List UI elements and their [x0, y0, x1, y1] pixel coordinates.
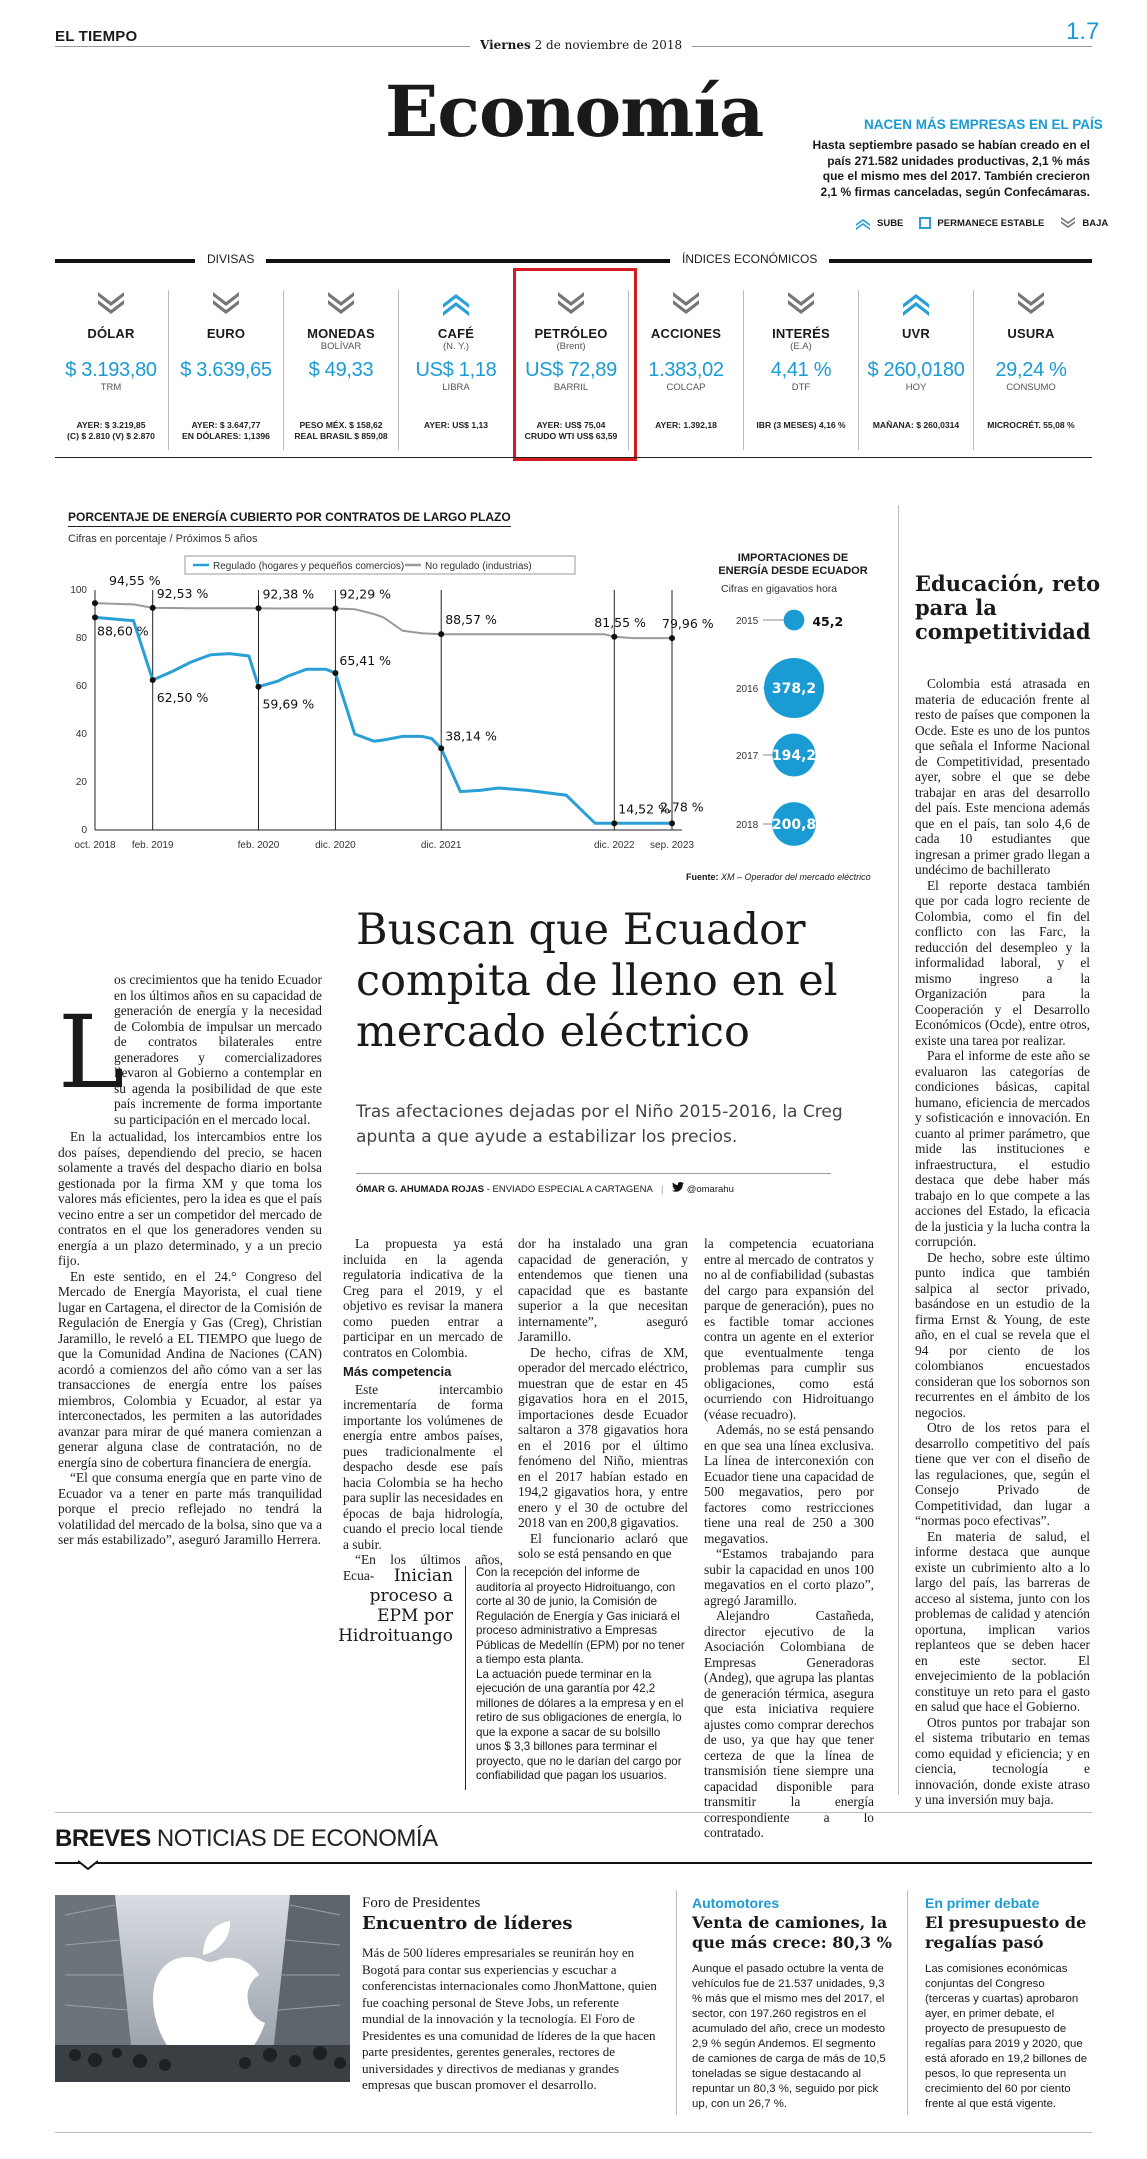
indicator-separator [283, 290, 284, 450]
indicator-foot [285, 420, 397, 442]
indicator-name: DÓLAR [87, 326, 135, 341]
indicator-value: 29,24 % [995, 359, 1067, 381]
paragraph: Para el informe de este año se evaluaron las categorías de condiciones básicas, capital humano, eficiencia de mercados y sofisticación e innovación. En cuanto al primer parámetro, que mide las instituciones e infraestructura, el estudio destaca que debe haber más trabajo en lo que compete a las acciones del Estado, la eficacia de la justicia y la lucha contra la corrupción. [915, 1048, 1090, 1249]
paragraph: En materia de salud, el informe destaca que aunque existe un cubrimiento alto a lo largo del país, las barreras de acceso al sistema, junto con los problemas de calidad y atención oportuna, implican varios replanteos que se deben hacer en este sector. El envejecimiento de la población constituye un reto para el gasto en salud que hace el Gobierno. [915, 1528, 1090, 1714]
legend-label: No regulado (industrias) [425, 561, 532, 572]
y-tick-label: 0 [81, 825, 87, 836]
indicator-value: $ 3.639,65 [180, 359, 272, 381]
source-text: XM – Operador del mercado eléctrico [721, 872, 871, 882]
indicator-unit: DTF [791, 382, 811, 393]
data-label: 65,41 % [339, 653, 392, 669]
y-tick-label: 60 [75, 681, 87, 692]
paragraph: De hecho, cifras de XM, operador del mercado eléctrico, muestran que de estar en 45 gigavatios hora en el 2015, importaciones desde Ecuador saltaron a 378 gigavatios hora en el 2016 por el último fenómeno del Niño, mientras en el 2017 habían estado en 194,2 gigavatios hora, y entre enero y el 30 de octubre del 2018 van en 200,8 gigavatios. [518, 1344, 688, 1530]
box-rule [465, 1566, 466, 1790]
breve-3-title: El presupuesto de regalías pasó [925, 1913, 1087, 1952]
byline-rule [356, 1173, 831, 1174]
paragraph: dor ha instalado una gran capacidad de generación, y entendemos que tienen una capacidad que es bastante superior a la que necesitan internamente”, aseguró Jaramillo. [518, 1236, 688, 1344]
data-label: 92,53 % [156, 585, 209, 601]
trend-down-icon [1016, 290, 1046, 320]
byline-author: ÓMAR G. AHUMADA ROJAS [356, 1184, 485, 1195]
article-deck: Tras afectaciones dejadas por el Niño 2015-2016, la Creg apunta a que ayude a estabilizar los precios. [356, 1102, 843, 1147]
foot-line-1: IBR (3 MESES) 4,16 % [756, 420, 846, 430]
indicator-unit: LIBRA [442, 382, 470, 393]
down-icon [1060, 216, 1076, 230]
y-tick-label: 40 [75, 729, 87, 740]
paragraph: Otro de los retos para el desarrollo competitivo del país tiene que ver con el diseño de las regulaciones, que, según el Consejo Privado de Competitividad, dan lugar a “normas poco efectivas”. [915, 1420, 1090, 1528]
data-label: 94,55 % [109, 573, 161, 589]
bubble-value: 378,2 [771, 681, 817, 697]
data-point [332, 670, 338, 676]
article-col-2 [343, 1236, 503, 1583]
indicator-unit: TRM [100, 382, 122, 393]
trend-down-icon [671, 290, 701, 320]
import-bubble [784, 610, 805, 631]
indicator-uvr [860, 290, 972, 430]
sidebar-rule [898, 505, 899, 1795]
data-point [92, 600, 98, 606]
indicator-interés [745, 290, 857, 430]
foot-line-2: (C) $ 2.810 (V) $ 2.870 [67, 431, 155, 441]
indicator-value: $ 49,33 [308, 359, 374, 381]
promo-text: Hasta septiembre pasado se habían creado en el país 271.582 unidades productivas, 2,1 % más que el mismo mes del 2017. También crecieron 2,1 % firmas canceladas, según Confecámaras. [812, 138, 1090, 199]
indicator-value: US$ 72,89 [525, 359, 617, 381]
foot-line-1: AYER: 1.392,18 [655, 420, 717, 430]
date-rest: 2 de noviembre de 2018 [534, 38, 683, 52]
byline-role: - ENVIADO ESPECIAL A CARTAGENA [484, 1184, 653, 1195]
indicator-foot [975, 420, 1087, 431]
legend-label: Regulado (hogares y pequeños comercios) [213, 561, 405, 572]
twitter-icon [672, 1182, 684, 1192]
data-point [438, 631, 444, 637]
data-point [150, 605, 156, 611]
subhead-competencia: Más competencia [343, 1364, 452, 1379]
legend-stable: PERMANECE ESTABLE [937, 217, 1045, 229]
indicator-sub [55, 341, 167, 353]
sidebar-title: Educación, reto para la competitividad [915, 571, 1101, 644]
section-title: Economía [385, 70, 764, 153]
foot-line-1: AYER: US$ 1,13 [423, 420, 489, 430]
energy-line-chart [40, 550, 720, 860]
breve-1-kicker: Foro de Presidentes [362, 1895, 481, 1911]
breve-1-text: Más de 500 líderes empresariales se reunirán hoy en Bogotá para contar sus experiencias y escuchar a conferencistas internacionales como JhonMattone, quien fue coaching personal de Steve Jobs, un referente mundial de la innovación y la tecnología. El Foro de Presidentes es una comunidad de líderes de la que hacen parte presidentes, gerentes generales, rectores de universidades y directivos de medianas y grandes empresas que buscan promover el desarrollo. [362, 1945, 657, 2092]
apple-store-photo [55, 1895, 350, 2082]
y-tick-label: 80 [75, 633, 87, 644]
y-tick-label: 100 [70, 585, 87, 596]
x-tick-label: dic. 2020 [315, 840, 356, 851]
paragraph: De hecho, sobre este último punto indica que también salpica al sector privado, basándose en un estudio de la firma Ernst & Young, de este año, en el cual se revela que el 94 por ciento de los colombianos encuestados consideran que los sobornos son recurrentes en el ámbito de los negocios. [915, 1249, 1090, 1420]
bubble-subtitle: Cifras en gigavatios hora [721, 583, 838, 595]
box-text [476, 1566, 688, 1784]
indicator-name: CAFÉ [437, 326, 475, 341]
paragraph: os crecimientos que ha tenido Ecuador en los últimos años en su capacidad de generación de energía y la necesidad de Colombia de impulsar un mercado de contratos bilaterales entre generadores y comercializadores llevaron al Gobierno a contemplar en su agenda la posibilidad de que este país incremente de forma importante su participación en el mercado local. [114, 972, 322, 1127]
breve-3-kicker: En primer debate [925, 1895, 1040, 1911]
data-point [332, 606, 338, 612]
group-divisas: DIVISAS [195, 252, 266, 266]
indicator-sub [975, 341, 1087, 353]
y-tick-label: 20 [75, 777, 87, 788]
bubble-year: 2015 [736, 616, 759, 627]
breve-1-title: Encuentro de líderes [362, 1913, 573, 1934]
data-label: 81,55 % [594, 614, 646, 630]
x-tick-label: feb. 2020 [237, 840, 280, 851]
breve-3-text: Las comisiones económicas conjuntas del Congreso (terceras y cuartas) aprobaron ayer, en primer debate, el proyecto de presupuesto de regalías para 2019 y 2020, que está aforado en 19,2 billones de pesos, lo que representa un crecimiento del 60 por ciento frente al que está vigente. [925, 1963, 1088, 2110]
indicator-foot [55, 420, 167, 442]
imports-bubble-chart [718, 595, 898, 865]
petroleo-highlight [513, 268, 637, 461]
data-label: 59,69 % [262, 696, 315, 712]
foot-line-1: MICROCRÉT. 55,08 % [987, 420, 1075, 430]
indicator-unit: HOY [905, 382, 927, 393]
bubble-value: 194,2 [771, 748, 817, 764]
indicator-sub: (E.A) [790, 341, 812, 352]
indicator-sub: BOLÍVAR [320, 341, 362, 352]
indicator-name: MONEDAS [307, 326, 375, 341]
data-label: 38,14 % [445, 728, 497, 744]
indicator-separator [398, 290, 399, 450]
x-tick-label: oct. 2018 [74, 840, 116, 851]
series-line-regulado [95, 614, 672, 823]
indicator-foot [170, 420, 282, 442]
paragraph: Otros puntos por trabajar son el sistema tributario en temas como equidad y eficiencia; y en ciencia, tecnología e innovación, donde existe atraso y una inversión muy baja. [915, 1714, 1090, 1807]
indicators-bottom-rule [55, 457, 1092, 458]
indicator-sub: (N. Y.) [442, 341, 470, 352]
article-col-1 [114, 972, 322, 1127]
breves-rule [55, 1862, 1092, 1864]
article-col-4 [704, 1236, 874, 1841]
indicator-name: INTERÉS [772, 326, 830, 341]
breve-2-text: Aunque el pasado octubre la venta de vehículos fue de 21.537 unidades, 9,3 % más que el mismo mes del 2017, el sector, con 197.260 registros en el acumulado del año, crece un modesto 2,9 % según Andemos. El segmento de camiones de carga de más de 10,5 toneladas se sigue destacando al repuntar un 80,3 %, seguido por pick up, con un 26,7 %. [692, 1963, 886, 2110]
series-line-no-regulado [95, 603, 672, 638]
paragraph: “En los últimos años, Ecua- [343, 1552, 503, 1583]
trend-down-icon [96, 290, 126, 320]
paragraph: “El que consuma energía que en parte vino de Ecuador va a tener en parte más tranquilidad porque el precio reflejado no tendrá la volatilidad del mercado de la bolsa, sino que va a ser más estabilizado”, aseguró Jaramillo Herrera. [58, 1470, 323, 1547]
paragraph: Este intercambio incrementaría de forma importante los volúmenes de energía entre ambos países, pues tradicionalmente el despacho desde ese país hacia Colombia se ha hecho para suplir las necesidades en épocas de baja hidrología, cuando el precio local tiende a subir. [343, 1381, 503, 1552]
paragraph: La propuesta ya está incluida en la agenda regulatoria indicativa de la Creg para el 2019, y el objetivo es revisar la manera como pueden entrar a participar en un mercado de contratos en Colombia. [343, 1236, 503, 1360]
foot-line-2: EN DÓLARES: 1,1396 [182, 431, 270, 441]
paragraph: Alejandro Castañeda, director ejecutivo de la Asociación Colombiana de Empresas Generadoras (Andeg), que agrupa las plantas de generación térmica, asegura que esta iniciativa requiere ajustes como comprar derechos de uso, ya que hay que tener certeza de que la línea de transmisión tiene siempre una capacidad disponible para transmitir la energía correspondiente a lo contratado. [704, 1608, 874, 1840]
foot-line-1: PESO MÉX. $ 158,62 [299, 420, 383, 430]
foot-line-2: REAL BRASIL $ 859,08 [294, 431, 388, 441]
indicator-dólar [55, 290, 167, 441]
breves-notch [78, 1860, 98, 1870]
data-point [150, 677, 156, 683]
indicator-café [400, 290, 512, 430]
paragraph: El funcionario aclaró que solo se está pensando en que [518, 1530, 688, 1561]
trend-down-icon [211, 290, 241, 320]
breves-light: NOTICIAS DE ECONOMÍA [156, 1825, 438, 1852]
x-tick-label: dic. 2021 [420, 840, 462, 851]
foot-line-1: AYER: US$ 75,04 [536, 420, 606, 430]
indicator-foot [860, 420, 972, 431]
indicator-value: 1.383,02 [648, 359, 724, 381]
indicator-euro [170, 290, 282, 441]
bubble-year: 2016 [736, 684, 759, 695]
page-number: 1.7 [1060, 18, 1099, 46]
data-point [669, 635, 675, 641]
dropcap: L [58, 994, 125, 1111]
paragraph: Además, no se está pensando en que sea una línea exclusiva. La línea de interconexión con Ecuador tiene una capacidad de 500 megavatios, pero por factores como restricciones tiene una real de 250 a 300 megavatios. [704, 1422, 874, 1546]
indicator-name: UVR [901, 326, 931, 341]
indicator-sub [860, 341, 972, 353]
group-indices: ÍNDICES ECONÓMICOS [670, 252, 829, 266]
up-icon [855, 216, 871, 230]
indicator-sub [170, 341, 282, 353]
promo-title: NACEN MÁS EMPRESAS EN EL PAÍS [864, 117, 1103, 132]
foot-line-1: AYER: $ 3.647,77 [191, 420, 261, 430]
data-point [92, 614, 98, 620]
indicator-foot [400, 420, 512, 431]
foot-line-1: AYER: $ 3.219,85 [76, 420, 146, 430]
breve-2-kicker: Automotores [692, 1895, 780, 1911]
box-text-2: La actuación puede terminar en la ejecución de una garantía por 42,2 millones de dólares a la empresa y en el retiro de sus obligaciones de energía, lo que la expone a sacar de su bolsillo unos $ 3,3 billones para terminar el proyecto, que no le darían del cargo por confiabilidad que pagan los usuarios. [476, 1667, 684, 1782]
indicator-usura [975, 290, 1087, 430]
chart-source [686, 872, 871, 882]
date-day: Viernes [480, 38, 531, 52]
bubble-year: 2017 [736, 751, 759, 762]
paragraph: En la actualidad, los intercambios entre los dos países, dependiendo del precio, se hacen solamente a través del despacho diario en bolsa gestionada por la firma XM y que toma los valores más eficientes, pero la idea es que el país vecino entre a ser un competidor del mercado de contratos en el que los generadores venden su energía a un plazo determinado, y a un precio fijo. [58, 1129, 322, 1268]
indicator-separator [743, 290, 744, 450]
bubble-value: 200,8 [771, 817, 817, 833]
legend-up: SUBE [877, 217, 904, 229]
breve-2-rule [676, 1890, 677, 2115]
breves-top-rule [55, 1812, 1092, 1813]
indicator-separator [858, 290, 859, 450]
data-point [255, 605, 261, 611]
data-label: 88,60 % [97, 623, 149, 639]
indicator-foot [745, 420, 857, 431]
data-point [669, 820, 675, 826]
article-col-3 [518, 1236, 688, 1562]
indicator-foot [630, 420, 742, 431]
indicator-value: $ 3.193,80 [65, 359, 157, 381]
indicator-sub: (Brent) [556, 341, 586, 352]
paragraph: En este sentido, en el 24.° Congreso del Mercado de Energía Mayorista, el cual tiene lugar en Cartagena, el director de la Comisión de Regulación de Energía y Gas (Creg), Christian Jaramillo, le reveló a EL TIEMPO que luego de que la Comunidad Andina de Naciones (CAN) acordó a comienzos del año cómo van a ser las transacciones de energía entre los países miembros, Colombia y Ecuador, al estar ya interconectados, les permiten a las autoridades avanzar para mirar de qué manera comienzan a generar alguna clase de contratación, no de energía sino de cobertura financiera de energía. [58, 1268, 322, 1470]
bubble-title: IMPORTACIONES DE ENERGÍA DESDE ECUADOR [718, 552, 868, 577]
trend-legend [855, 216, 1108, 230]
indicator-value: 4,41 % [770, 359, 832, 381]
byline-twitter[interactable]: @omarahu [686, 1184, 734, 1195]
indicator-monedas [285, 290, 397, 441]
data-point [438, 745, 444, 751]
box-title: Inician proceso a EPM por Hidroituango [338, 1566, 453, 1646]
chart-title: PORCENTAJE DE ENERGÍA CUBIERTO POR CONTRATOS DE LARGO PLAZO [68, 510, 511, 527]
data-label: 88,57 % [445, 612, 497, 628]
paragraph: “Estamos trabajando para subir la capacidad en unos 100 megavatios en el corto plazo”, agregó Jaramillo. [704, 1546, 874, 1608]
indicator-separator [973, 290, 974, 450]
indicator-unit: CONSUMO [1006, 382, 1056, 393]
breve-3-rule [907, 1890, 908, 2115]
indicator-unit: COLCAP [666, 382, 706, 393]
stable-icon [919, 217, 931, 229]
breves-label [55, 1825, 438, 1853]
data-point [611, 820, 617, 826]
data-label: 2,78 % [660, 799, 704, 815]
paragraph: la competencia ecuatoriana entre al mercado de contratos y no al de confiabilidad (subastas del cargo para expansión del parque de generación), pues no es factible tomar acciones contra un agente en el exterior que eventualmente tenga problemas para cumplir sus obligaciones, como está ocurriendo con Hidroituango (véase recuadro). [704, 1236, 874, 1422]
data-label: 14,52 % [618, 801, 670, 817]
data-label: 92,38 % [262, 586, 315, 602]
indicator-value: US$ 1,18 [415, 359, 497, 381]
indicator-name: ACCIONES [650, 326, 722, 341]
chart-subtitle: Cifras en porcentaje / Próximos 5 años [68, 533, 258, 545]
legend-down: BAJA [1082, 217, 1109, 229]
indicator-acciones [630, 290, 742, 430]
bubble-year: 2018 [736, 820, 759, 831]
page-bottom-rule [55, 2132, 1092, 2133]
source-label: Fuente: [686, 872, 719, 882]
indicator-separator [168, 290, 169, 450]
indicator-name: PETRÓLEO [534, 326, 608, 341]
paper-name: EL TIEMPO [55, 28, 138, 45]
trend-up-icon [441, 290, 471, 320]
byline: ÓMAR G. AHUMADA ROJAS - ENVIADO ESPECIAL A CARTAGENA | @omarahu [356, 1182, 734, 1195]
article-headline: Buscan que Ecuador compita de lleno en el mercado eléctrico [356, 905, 838, 1057]
x-tick-label: dic. 2022 [594, 840, 635, 851]
data-point [611, 634, 617, 640]
paragraph: El reporte destaca también que por cada logro reciente de Colombia, como el fin del conflicto con las Farc, la reducción del desempleo y la informalidad laboral, y el mismo ingreso a la Organización para la Cooperación y el Desarrollo Económicos (Ocde), entre otros, existe una tarea por realizar. [915, 877, 1090, 1048]
indicator-name: EURO [206, 326, 246, 341]
data-label: 62,50 % [156, 690, 209, 705]
trend-up-icon [901, 290, 931, 320]
bubble-value: 45,2 [812, 614, 844, 629]
data-label: 92,29 % [339, 586, 392, 602]
data-point [255, 684, 261, 690]
x-tick-label: feb. 2019 [131, 840, 174, 851]
indicator-name: USURA [1007, 326, 1055, 341]
indicator-value: $ 260,0180 [867, 359, 965, 381]
article-col-1-cont [58, 1129, 322, 1548]
x-tick-label: sep. 2023 [650, 840, 694, 851]
indicator-sub [630, 341, 742, 353]
foot-line-1: MAÑANA: $ 260,0314 [872, 420, 960, 430]
paragraph: Colombia está atrasada en materia de educación frente al resto de países que componen la Ocde. Este es uno de los puntos que señala el Informe Nacional de Competitividad, presentado ayer, sobre el que se debe trabajar en aras del desarrollo del país. Este menciona además que en el país, tan solo 4,6 de cada 10 estudiantes que ingresan a primer grado llegan a undécimo de bachillerato [915, 676, 1090, 877]
breve-2-title: Venta de camiones, la que más crece: 80,3 % [692, 1913, 892, 1952]
issue-date [470, 38, 692, 52]
indicator-unit: BARRIL [553, 382, 589, 393]
data-label: 79,96 % [662, 616, 714, 632]
trend-down-icon [326, 290, 356, 320]
trend-down-icon [786, 290, 816, 320]
box-text-1: Con la recepción del informe de auditoría al proyecto Hidroituango, con corte al 30 de junio, la Comisión de Regulación de Energía y Gas iniciará el proceso administrativo a Empresas Públicas de Medellín (EPM) por no tener a tiempo esta planta. [476, 1566, 685, 1666]
sidebar-body [915, 676, 1090, 1808]
breves-bold: BREVES [55, 1825, 151, 1852]
foot-line-2: CRUDO WTI US$ 63,59 [524, 431, 618, 441]
